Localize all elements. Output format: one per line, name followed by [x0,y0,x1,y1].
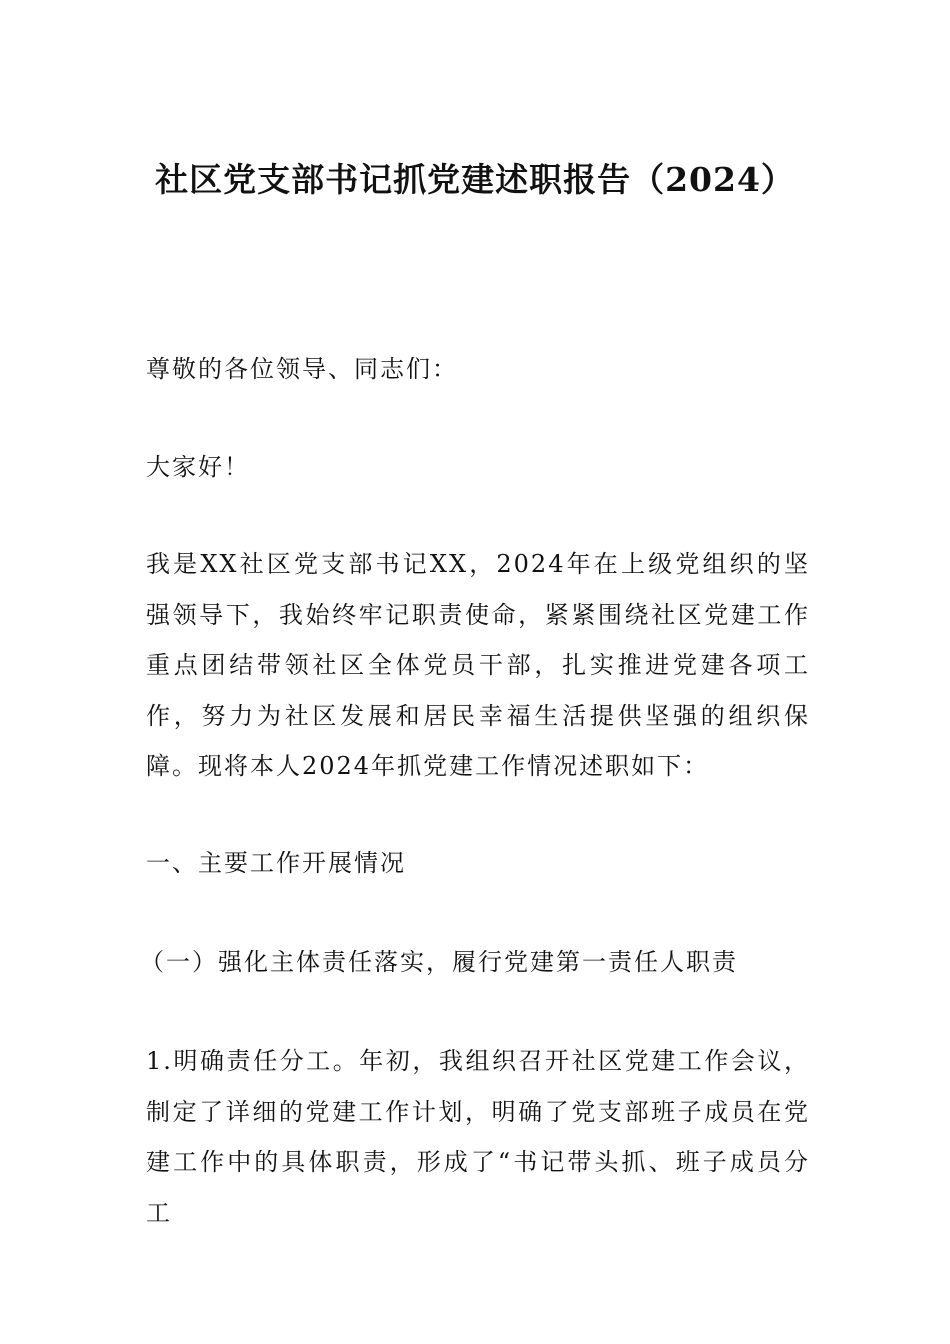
item-paragraph: 1.明确责任分工。年初，我组织召开社区党建工作会议，制定了详细的党建工作计划，明确了党支部班子成员在党建工作中的具体职责，形成了“书记带头抓、班子成员分工 [146,1047,810,1227]
section-heading: 一、主要工作开展情况 [146,849,406,877]
subsection-heading: （一）强化主体责任落实，履行党建第一责任人职责 [140,948,738,976]
intro-paragraph: 我是XX社区党支部书记XX，2024年在上级党组织的坚强领导下，我始终牢记职责使命，紧紧围绕社区党建工作重点团结带领社区全体党员干部，扎实推进党建各项工作，努力为社区发展和居民幸福生活提供坚强的组织保障。现将本人2024年抓党建工作情况述职如下： [146,550,810,780]
document-title: 社区党支部书记抓党建述职报告（2024） [155,160,795,199]
greeting: 大家好！ [146,453,250,481]
salutation: 尊敬的各位领导、同志们： [146,355,458,383]
